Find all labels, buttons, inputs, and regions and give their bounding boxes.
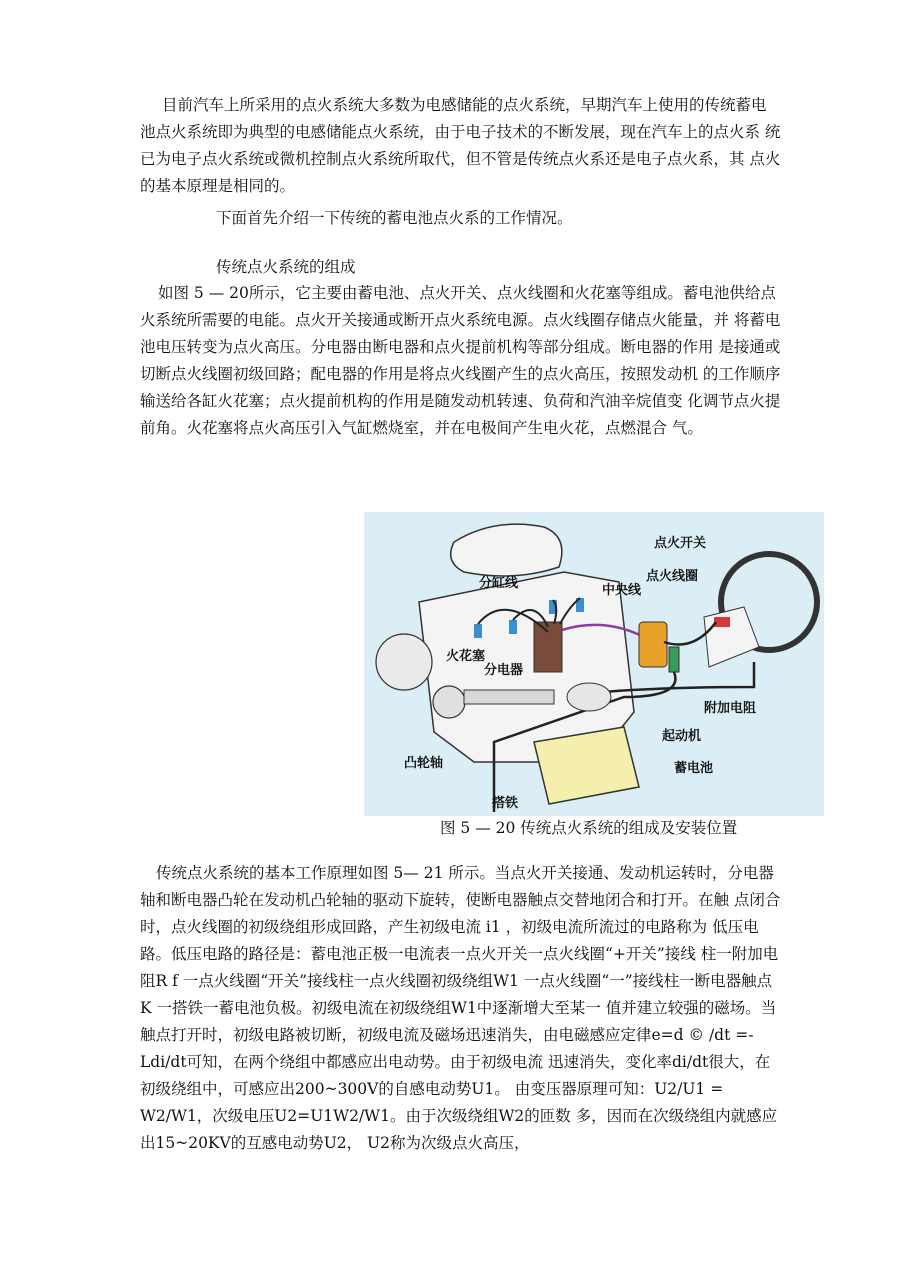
intro-paragraph: 目前汽车上所采用的点火系统大多数为电感储能的点火系统，早期汽车上使用的传统蓄电 池点火系统即为典型的电感储能点火系统，由于电子技术的不断发展，现在汽车上的点火系 统已为电子点火系统或微机控制点火系统所取代，但不管是传统点火系还是电子点火系，其 点火的基本原理是相同的。 bbox=[140, 96, 781, 195]
ignition-system-diagram bbox=[364, 512, 824, 816]
label-ignition-coil: 点火线圈 bbox=[646, 569, 699, 584]
composition-paragraph: 如图 5 — 20所示，它主要由蓄电池、点火开关、点火线圈和火花塞等组成。蓄电池供给点火系统所需要的电能。点火开关接通或断开点火系统电源。点火线圈存储点火能量，并 将蓄电池电压转变为点火高压。分电器由断电器和点火提前机构等部分组成。断电器的作用 是接通或切断点火线圈初级回路；配电器的作用是将点火线圈产生的点火高压，按照发动机 的工作顺序输送给各缸火花塞；点火提前机构的作用是随发动机转速、负荷和汽油辛烷值变 化调节点火提前角。火花塞将点火高压引入气缸燃烧室，并在电极间产生电火花，点燃混合 气。 bbox=[140, 284, 781, 437]
section-heading: 传统点火系统的组成 bbox=[216, 258, 356, 276]
ignition-switch-shape bbox=[714, 617, 730, 627]
spark-plug-1 bbox=[474, 624, 482, 638]
label-resistor: 附加电阻 bbox=[704, 701, 757, 716]
label-center-wire: 中央线 bbox=[602, 583, 642, 598]
label-camshaft: 凸轮轴 bbox=[404, 756, 444, 771]
pulley-shape bbox=[433, 686, 465, 718]
starter-shape bbox=[567, 683, 611, 711]
ignition-coil-shape bbox=[639, 622, 667, 667]
label-starter: 起动机 bbox=[662, 729, 702, 744]
lead-sentence: 下面首先介绍一下传统的蓄电池点火系的工作情况。 bbox=[216, 209, 573, 227]
label-ground: 搭铁 bbox=[492, 796, 519, 811]
label-distributor: 分电器 bbox=[484, 663, 524, 678]
label-ignition-switch: 点火开关 bbox=[654, 536, 707, 551]
spark-plug-2 bbox=[509, 620, 517, 634]
principle-paragraph: 传统点火系统的基本工作原理如图 5— 21 所示。当点火开关接通、发动机运转时，分电器轴和断电器凸轮在发动机凸轮轴的驱动下旋转，使断电器触点交替地闭合和打开。在触 点闭合时，点火线圈的初级绕组形成回路，产生初级电流 i1 ，初级电流所流过的电路称为 低压电路。低压电路的路径是：蓄电池正极一电流表一点火开关一点火线圈“+开关”接线 柱一附加电阻R f 一点火线圈“开关”接线柱一点火线圈初级绕组W1 一点火线圈“一”接线柱一断电器触点K 一搭铁一蓄电池负极。初级电流在初级绕组W1中逐渐增大至某一 值并建立较强的磁场。当触点打开时，初级电路被切断，初级电流及磁场迅速消失，由电磁感应定律e=d © /dt =- Ldi/dt可知，在两个绕组中都感应出电动势。由于初级电流 迅速消失，变化率di/dt很大，在初级绕组中，可感应出200~300V的自感电动势U1。 由变压器原理可知：U2/U1 = W2/W1，次级电压U2=U1W2/W1。由于次级绕组W2的匝数 多，因而在次级绕组内就感应出15~20KV的互感电动势U2， U2称为次级点火高压， bbox=[140, 864, 781, 1152]
label-spark-plug: 火花塞 bbox=[446, 649, 486, 664]
fan-shape bbox=[376, 634, 432, 690]
label-cylinder-wire: 分缸线 bbox=[479, 576, 519, 591]
distributor-shape bbox=[534, 622, 562, 672]
ignition-system-figure bbox=[364, 512, 824, 816]
label-battery: 蓄电池 bbox=[674, 761, 714, 776]
camshaft-shape bbox=[464, 690, 554, 704]
figure-caption: 图 5 — 20 传统点火系统的组成及安装位置 bbox=[440, 819, 738, 837]
resistor-shape bbox=[669, 647, 679, 672]
